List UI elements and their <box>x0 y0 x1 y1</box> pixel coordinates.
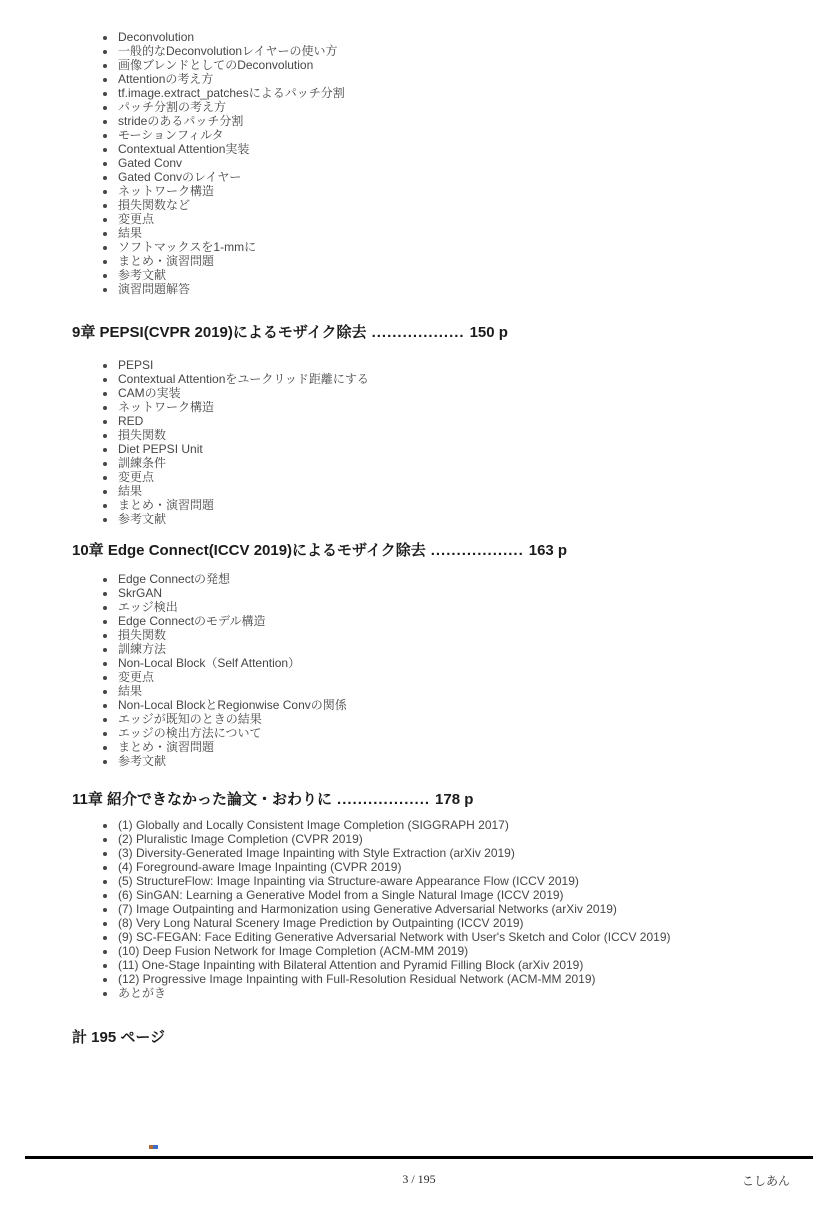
toc-item: • (1) Globally and Locally Consistent Image Completion (SIGGRAPH 2017) <box>117 818 671 832</box>
toc-item: • Diet PEPSI Unit <box>117 442 369 456</box>
dot-leader: .................. <box>371 324 465 341</box>
toc-item: • Edge Connectのモデル構造 <box>117 614 347 628</box>
footer-author-name: こしあん <box>741 1174 790 1188</box>
toc-item: • (2) Pluralistic Image Completion (CVPR 2019) <box>117 832 671 846</box>
toc-item: • 画像ブレンドとしてのDeconvolution <box>117 58 345 72</box>
footer-page-indicator: 3 / 195 <box>402 1172 436 1186</box>
chapter-9-title: 9章 PEPSI(CVPR 2019)によるモザイク除去 <box>72 324 367 341</box>
chapter-10-title: 10章 Edge Connect(ICCV 2019)によるモザイク除去 <box>72 542 426 559</box>
image-fragment-artifact <box>149 1145 158 1149</box>
toc-item: • 参考文献 <box>117 512 369 526</box>
chapter-10-heading <box>72 542 567 560</box>
chapter-11-title: 11章 紹介できなかった論文・おわりに <box>72 791 333 808</box>
toc-item: • 結果 <box>117 484 369 498</box>
toc-item: • 訓練条件 <box>117 456 369 470</box>
chapter-9-item-list <box>0 358 369 526</box>
toc-item: • 変更点 <box>117 470 369 484</box>
toc-item: • (10) Deep Fusion Network for Image Completion (ACM-MM 2019) <box>117 944 671 958</box>
toc-item: • モーションフィルタ <box>117 128 345 142</box>
toc-item: • (12) Progressive Image Inpainting with Full-Resolution Residual Network (ACM-MM 2019) <box>117 972 671 986</box>
toc-item: • 結果 <box>117 684 347 698</box>
toc-intro-list <box>0 30 345 296</box>
toc-item: • RED <box>117 414 369 428</box>
toc-item: • まとめ・演習問題 <box>117 254 345 268</box>
toc-item: • (4) Foreground-aware Image Inpainting (CVPR 2019) <box>117 860 671 874</box>
toc-item: • Non-Local BlockとRegionwise Convの関係 <box>117 698 347 712</box>
toc-item: • エッジが既知のときの結果 <box>117 712 347 726</box>
toc-item: • CAMの実装 <box>117 386 369 400</box>
chapter-11-heading <box>72 791 473 809</box>
toc-item: • Deconvolution <box>117 30 345 44</box>
chapter-10-page-number: 163 p <box>528 542 568 559</box>
chapter-9-heading <box>72 324 508 342</box>
toc-item: • あとがき <box>117 986 671 1000</box>
toc-item: • 参考文献 <box>117 268 345 282</box>
toc-item: • 結果 <box>117 226 345 240</box>
toc-item: • Non-Local Block（Self Attention） <box>117 656 347 670</box>
toc-item: • ネットワーク構造 <box>117 184 345 198</box>
chapter-11-page-number: 178 p <box>435 791 474 808</box>
toc-item: • tf.image.extract_patchesによるパッチ分割 <box>117 86 345 100</box>
toc-item: • SkrGAN <box>117 586 347 600</box>
dot-leader: .................. <box>337 791 431 808</box>
toc-item: • 訓練方法 <box>117 642 347 656</box>
toc-item: • (11) One-Stage Inpainting with Bilateral Attention and Pyramid Filling Block (arXiv 2019) <box>117 958 671 972</box>
toc-item: • 変更点 <box>117 212 345 226</box>
toc-item: • Contextual Attention実装 <box>117 142 345 156</box>
toc-item: • (9) SC-FEGAN: Face Editing Generative Adversarial Network with User's Sketch and Color (ICCV 2019) <box>117 930 671 944</box>
toc-item: • 損失関数 <box>117 628 347 642</box>
toc-item: • Edge Connectの発想 <box>117 572 347 586</box>
chapter-9-page-number: 150 p <box>469 324 508 341</box>
toc-item: • (3) Diversity-Generated Image Inpainting with Style Extraction (arXiv 2019) <box>117 846 671 860</box>
toc-item: • (5) StructureFlow: Image Inpainting via Structure-aware Appearance Flow (ICCV 2019) <box>117 874 671 888</box>
toc-item: • Gated Convのレイヤー <box>117 170 345 184</box>
toc-item: • 損失関数など <box>117 198 345 212</box>
dot-leader: .................. <box>430 542 524 559</box>
toc-item: • 演習問題解答 <box>117 282 345 296</box>
toc-item: • エッジの検出方法について <box>117 726 347 740</box>
toc-item: • パッチ分割の考え方 <box>117 100 345 114</box>
chapter-11-item-list <box>0 818 671 1000</box>
toc-item: • (8) Very Long Natural Scenery Image Prediction by Outpainting (ICCV 2019) <box>117 916 671 930</box>
toc-item: • ネットワーク構造 <box>117 400 369 414</box>
toc-item: • Attentionの考え方 <box>117 72 345 86</box>
toc-item: • (6) SinGAN: Learning a Generative Model from a Single Natural Image (ICCV 2019) <box>117 888 671 902</box>
toc-item: • 損失関数 <box>117 428 369 442</box>
chapter-10-item-list <box>0 572 347 768</box>
toc-item: • PEPSI <box>117 358 369 372</box>
toc-item: • まとめ・演習問題 <box>117 740 347 754</box>
toc-item: • 参考文献 <box>117 754 347 768</box>
toc-item: • strideのあるパッチ分割 <box>117 114 345 128</box>
toc-item: • (7) Image Outpainting and Harmonization using Generative Adversarial Networks (arXiv 2019) <box>117 902 671 916</box>
footer-divider <box>25 1156 813 1159</box>
toc-item: • 一般的なDeconvolutionレイヤーの使い方 <box>117 44 345 58</box>
toc-item: • ソフトマックスを1-mmに <box>117 240 345 254</box>
toc-item: • 変更点 <box>117 670 347 684</box>
total-page-count-label: 計 195 ページ <box>72 1029 166 1046</box>
toc-item: • Contextual Attentionをユークリッド距離にする <box>117 372 369 386</box>
toc-item: • Gated Conv <box>117 156 345 170</box>
toc-item: • エッジ検出 <box>117 600 347 614</box>
toc-item: • まとめ・演習問題 <box>117 498 369 512</box>
